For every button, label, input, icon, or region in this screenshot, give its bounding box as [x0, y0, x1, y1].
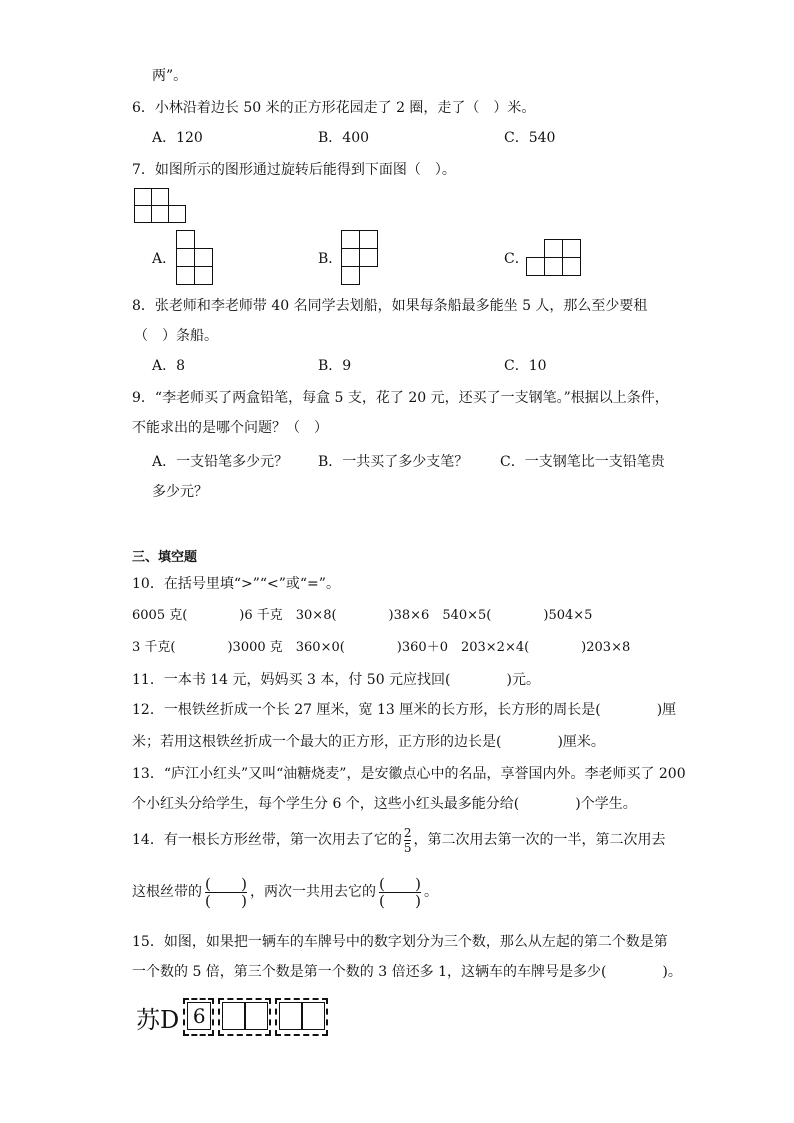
q12-line2: 米；若用这根铁丝折成一个最大的正方形，正方形的边长是( )厘米。	[132, 734, 605, 750]
q7-option-c-figure[interactable]	[526, 239, 582, 277]
q9-option-c-continued: 多少元？	[152, 484, 208, 500]
q14-fraction-two-fifths: $\frac{2}{5}$	[403, 825, 412, 855]
plate-blank-cell[interactable]	[222, 1002, 246, 1030]
plate-group-2[interactable]	[218, 998, 271, 1036]
q14-text-b: ，第二次用去第一次的一半，第二次用去	[413, 832, 666, 848]
q12-line1: 12．一根铁丝折成一个长 27 厘米，宽 13 厘米的长方形，长方形的周长是( )厘	[132, 702, 677, 718]
q9-stem-line1: 9．“李老师买了两盒铅笔，每盒 5 支，花了 20 元，还买了一支钢笔。”根据以上条件，	[132, 390, 669, 406]
q14-text-d: ，两次一共用去它的	[250, 884, 376, 900]
q6-option-a[interactable]: A．120	[152, 130, 203, 146]
q7-option-a[interactable]: A．	[152, 251, 177, 267]
q14-text-e: 。	[424, 884, 438, 900]
q6-option-c[interactable]: C．540	[504, 130, 556, 146]
q14-line1	[132, 822, 665, 858]
q14-blank-fraction-1[interactable]: ( ) ( )	[205, 874, 247, 910]
q7-option-b-figure[interactable]	[341, 230, 381, 286]
q13-line2: 个小红头分给学生，每个学生分 6 个，这些小红头最多能分给( )个学生。	[132, 796, 637, 812]
plate-group-1	[183, 998, 214, 1036]
q15-line2: 一个数的 5 倍，第三个数是第一个数的 3 倍还多 1，这辆车的车牌号是多少( )。	[132, 964, 682, 980]
q10-stem: 10．在括号里填“>”“<”或“=”。	[132, 576, 340, 592]
q15-line1: 15．如图，如果把一辆车的车牌号中的数字划分为三个数，那么从左起的第二个数是第	[132, 934, 668, 950]
plate-blank-cell[interactable]	[301, 1002, 325, 1030]
q9-option-c[interactable]: C．一支钢笔比一支铅笔贵	[500, 454, 665, 470]
q11: 11．一本书 14 元，妈妈买 3 本，付 50 元应找回( )元。	[132, 672, 540, 688]
q9-stem-line2: 不能求出的是哪个问题？（ ）	[132, 420, 328, 436]
q14-blank-fraction-2[interactable]: ( ) ( )	[379, 874, 421, 910]
plate-group-3[interactable]	[275, 998, 328, 1036]
q6-stem: 6．小林沿着边长 50 米的正方形花园走了 2 圈，走了（ ）米。	[132, 100, 536, 116]
q7-stem: 7．如图所示的图形通过旋转后能得到下面图（ ）。	[132, 162, 456, 178]
plate-blank-cell[interactable]	[279, 1002, 303, 1030]
q7-option-c[interactable]: C．	[504, 251, 529, 267]
q14-text-a: 14．有一根长方形丝带，第一次用去了它的	[132, 832, 402, 848]
q14-text-c: 这根丝带的	[132, 884, 202, 900]
q8-stem-line1: 8．张老师和李老师带 40 名同学去划船，如果每条船最多能坐 5 人，那么至少要租	[132, 298, 648, 314]
q8-option-c[interactable]: C．10	[504, 358, 547, 374]
section-title-fill-in: 三、填空题	[132, 550, 198, 565]
plate-prefix: 苏D	[136, 1005, 180, 1034]
q5-tail: 两”。	[152, 68, 188, 84]
q7-option-b[interactable]: B．	[318, 251, 343, 267]
q8-option-a[interactable]: A．8	[152, 358, 186, 374]
q8-option-b[interactable]: B．9	[318, 358, 352, 374]
q8-stem-line2: （ ）条船。	[134, 328, 218, 344]
plate-digit-1: 6	[187, 1002, 211, 1030]
license-plate-figure	[136, 998, 332, 1036]
plate-blank-cell[interactable]	[244, 1002, 268, 1030]
q13-line1: 13．“庐江小红头”又叫“油糖烧麦”，是安徽点心中的名品，享誉国内外。李老师买了 200	[132, 766, 686, 782]
q10-row2: 3 千克( )3000 克 360×0( )360＋0 203×2×4( )203×8	[132, 640, 631, 655]
q14-line2	[132, 872, 438, 912]
q9-option-a[interactable]: A．一支铅笔多少元？	[152, 454, 289, 470]
q7-reference-figure	[134, 188, 188, 224]
q6-option-b[interactable]: B．400	[318, 130, 370, 146]
q10-row1: 6005 克( )6 千克 30×8( )38×6 540×5( )504×5	[132, 608, 593, 623]
q7-option-a-figure[interactable]	[176, 230, 216, 286]
q9-option-b[interactable]: B．一共买了多少支笔？	[318, 454, 469, 470]
